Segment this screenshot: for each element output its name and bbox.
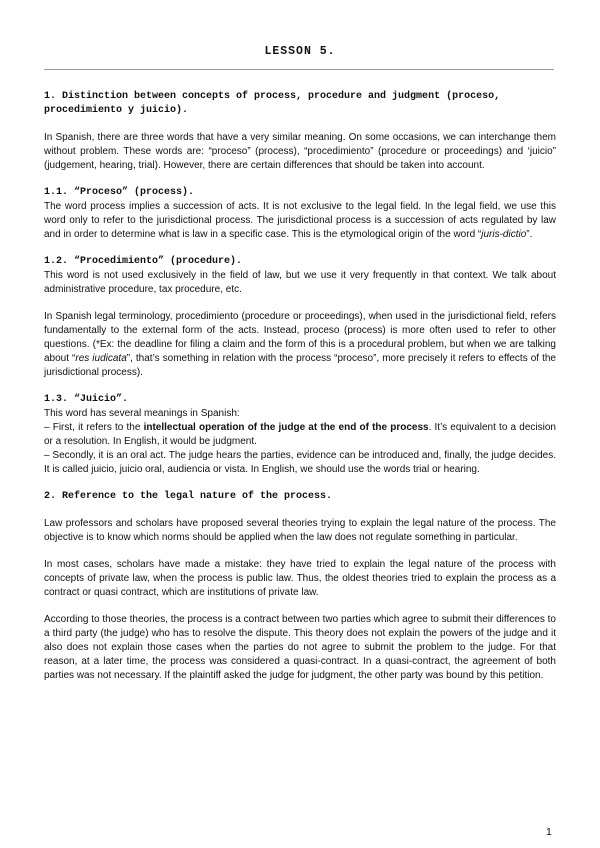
section-1-intro: In Spanish, there are three words that have a very similar meaning. On some occasions, we can interchange them without problem. These words are: “proceso” (process), “procedimiento” (procedure or proceedings) and ‘juicio” (judgement, hearing, trial). However, there are certain differences that should be taken into account. bbox=[44, 132, 556, 171]
subsection-1-1-text: The word process implies a succession of acts. It is not exclusive to the legal field. In the legal field, we use this word only to refer to the jurisdictional process. The jurisdictional process is a succession of acts regulated by law and in order to determine what is law in a specific case. This is the etymological origin of the word “juris-dictio”. bbox=[44, 201, 556, 240]
subsection-1-3-item-2: – Secondly, it is an oral act. The judge hears the parties, evidence can be introduced and, finally, the judge decides. It is called juicio, juicio oral, audiencia or vista. In English, we should use the words trial or hearing. bbox=[44, 450, 556, 475]
subsection-1-3-item-1: – First, it refers to the intellectual operation of the judge at the end of the process. It’s equivalent to a decision or a resolution. In English, it would be judgment. bbox=[44, 422, 556, 447]
section-2-heading: 2. Reference to the legal nature of the process. bbox=[44, 491, 333, 502]
subsection-1-2-paragraph-1: This word is not used exclusively in the field of law, but we use it very frequently in that context. We talk about administrative procedure, tax procedure, etc. bbox=[44, 270, 556, 295]
page-title: LESSON 5. bbox=[264, 45, 336, 58]
subsection-1-2-heading: 1.2. “Procedimiento” (procedure). bbox=[44, 256, 243, 267]
document-body bbox=[44, 90, 556, 683]
header-divider bbox=[44, 69, 554, 70]
subsection-1-1-heading: 1.1. “Proceso” (process). bbox=[44, 187, 195, 198]
section-2-paragraph-3: According to those theories, the process is a contract between two parties which agree to submit their differences to a third party (the judge) who has to resolve the dispute. This theory does not explain the powers of the judge and it also does not explain those cases when the parties do not agree to submit the problem to the judge. For that reason, at a later time, the process was considered a quasi-contract. In a quasi-contract, the agreement of both parties was not necessary. If the plaintiff asked the judge for judgment, the other party was bound by this petition. bbox=[44, 614, 556, 681]
subsection-1-2-paragraph-2: In Spanish legal terminology, procedimiento (procedure or proceedings), when used in the jurisdictional field, refers fundamentally to the external form of the acts. Instead, proceso (process) is more often used to refer to other questions. (*Ex: the deadline for filing a claim and the form of this is a procedural problem, but when we are talking about “res iudicata”, that’s something in relation with the process “proceso”, more precisely it refers to effects of the jurisdictional process). bbox=[44, 311, 556, 378]
section-2-paragraph-2: In most cases, scholars have made a mistake: they have tried to explain the legal nature of the process with concepts of private law, when the process is public law. Thus, the oldest theories tried to explain the process as a contract or quasi contract, which are institutions of private law. bbox=[44, 559, 556, 598]
page-number: 1 bbox=[546, 826, 552, 838]
section-2-paragraph-1: Law professors and scholars have proposed several theories trying to explain the legal nature of the process. The objective is to know which norms should be applied when the law does not regulate something in particular. bbox=[44, 518, 556, 543]
section-1-heading: 1. Distinction between concepts of process, procedure and judgment (proceso, procedimiento y juicio). bbox=[44, 91, 501, 116]
subsection-1-3-heading: 1.3. “Juicio”. bbox=[44, 394, 129, 405]
subsection-1-3-intro: This word has several meanings in Spanish: bbox=[44, 408, 240, 419]
